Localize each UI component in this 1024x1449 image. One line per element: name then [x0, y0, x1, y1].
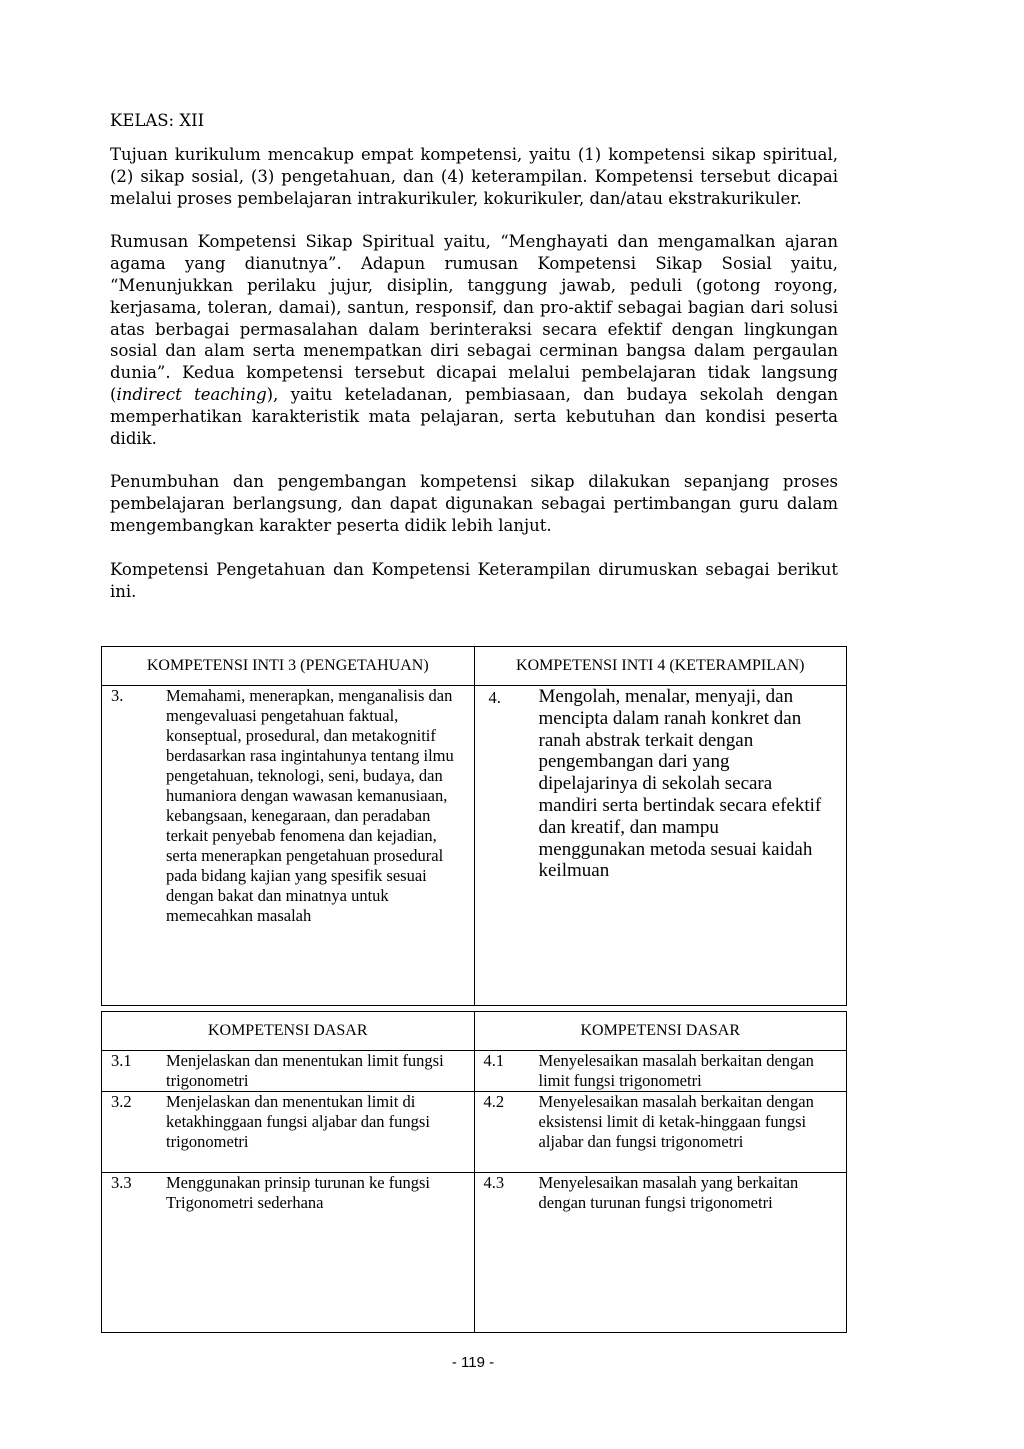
kd-left-cell [102, 1173, 475, 1333]
ki4-number: 4. [488, 688, 501, 707]
kd-number: 4.2 [483, 1092, 505, 1111]
paragraph-attitude-competencies [110, 231, 838, 449]
kd-number: 3.1 [111, 1051, 132, 1070]
kd-text: Menyelesaikan masalah berkaitan dengan limit fungsi trigonometri [538, 1051, 814, 1090]
kd-right-cell [474, 1173, 847, 1333]
kd-text: Menyelesaikan masalah yang berkaitan dengan turunan fungsi trigonometri [538, 1173, 799, 1212]
paragraph-curriculum-goals: Tujuan kurikulum mencakup empat kompetensi, yaitu (1) kompetensi sikap spiritual, (2) sikap sosial, (3) pengetahuan, dan (4) keterampilan. Kompetensi tersebut dicapai melalui proses pembelajaran intrakurikuler, kokurikuler, dan/atau ekstrakurikuler. [110, 145, 838, 208]
kd-number: 3.2 [111, 1092, 132, 1111]
paragraph-attitude-development: Penumbuhan dan pengembangan kompetensi sikap dilakukan sepanjang proses pembelajaran berlangsung, dan dapat digunakan sebagai pertimbangan guru dalam mengembangkan karakter peserta didik lebih lanjut. [110, 472, 838, 535]
basic-competency-row [102, 1173, 847, 1333]
basic-competency-row [102, 1092, 847, 1173]
basic-competency-table [101, 1011, 847, 1333]
kd-right-cell [474, 1051, 847, 1092]
kd-number: 4.3 [483, 1173, 505, 1192]
page-number: - 119 - [451, 1354, 495, 1371]
kd-text: Menjelaskan dan menentukan limit di ketakhinggaan fungsi aljabar dan fungsi trigonometri [166, 1092, 430, 1151]
core-competency-table [101, 646, 847, 1006]
kd-number: 3.3 [111, 1173, 132, 1192]
kd-text: Menggunakan prinsip turunan ke fungsi Trigonometri sederhana [166, 1173, 430, 1212]
paragraph-attitude-text-2: ), yaitu keteladanan, pembiasaan, dan budaya sekolah dengan memperhatikan karakteristik mata pelajaran, serta kebutuhan dan kondisi peserta didik. [110, 384, 839, 448]
core-competency-header-row [102, 647, 847, 686]
kd-text: Menjelaskan dan menentukan limit fungsi trigonometri [166, 1051, 444, 1090]
class-heading: KELAS: XII [110, 111, 205, 130]
paragraph-attitude-text-1: Rumusan Kompetensi Sikap Spiritual yaitu, “Menghayati dan mengamalkan ajaran agama yang dianutnya”. Adapun rumusan Kompetensi Sikap Sosial yaitu, “Menunjukkan perilaku jujur, disiplin, tanggung jawab, peduli (gotong royong, kerjasama, toleran, damai), santun, responsif, dan pro-aktif sebagai bagian dari solusi atas berbagai permasalahan dalam berinteraksi secara efektif dengan lingkungan sosial dan alam serta menempatkan diri sebagai cerminan bangsa dalam pergaulan dunia”. Kedua kompetensi tersebut dicapai melalui pembelajaran tidak langsung ( [110, 232, 838, 404]
kd-number: 4.1 [483, 1051, 505, 1070]
basic-competency-row [102, 1051, 847, 1092]
core-competency-row [102, 686, 847, 1006]
kd-left-cell [102, 1092, 475, 1173]
ki3-cell [102, 686, 475, 1006]
ki4-header: KOMPETENSI INTI 4 (KETERAMPILAN) [474, 647, 847, 686]
kd-text: Menyelesaikan masalah berkaitan dengan eksistensi limit di ketak-hinggaan fungsi aljabar dan fungsi trigonometri [538, 1092, 814, 1151]
ki4-text: Mengolah, menalar, menyaji, dan mencipta dalam ranah konkret dan ranah abstrak terkait dengan pengembangan dari yang dipelajarinya di sekolah secara mandiri serta bertindak secara efektif dan kreatif, dan mampu menggunakan metoda sesuai kaidah keilmuan [538, 686, 822, 882]
paragraph-intro-table: Kompetensi Pengetahuan dan Kompetensi Keterampilan dirumuskan sebagai berikut ini. [110, 559, 838, 601]
ki3-text: Memahami, menerapkan, menganalisis dan mengevaluasi pengetahuan faktual, konseptual, prosedural, dan metakognitif berdasarkan rasa ingintahunya tentang ilmu pengetahuan, teknologi, seni, budaya, dan humaniora dengan wawasan kemanusiaan, kebangsaan, kenegaraan, dan peradaban terkait penyebab fenomena dan kejadian, serta menerapkan pengetahuan prosedural pada bidang kajian yang spesifik sesuai dengan bakat dan minatnya untuk memecahkan masalah [166, 686, 454, 925]
document-body [110, 110, 838, 624]
ki3-header: KOMPETENSI INTI 3 (PENGETAHUAN) [102, 647, 475, 686]
kd-right-header: KOMPETENSI DASAR [474, 1012, 847, 1051]
basic-competency-header-row [102, 1012, 847, 1051]
paragraph-attitude-italic: indirect teaching [116, 384, 267, 404]
ki4-cell [474, 686, 847, 1006]
kd-right-cell [474, 1092, 847, 1173]
kd-left-header: KOMPETENSI DASAR [102, 1012, 475, 1051]
ki3-number: 3. [111, 686, 124, 705]
kd-left-cell [102, 1051, 475, 1092]
